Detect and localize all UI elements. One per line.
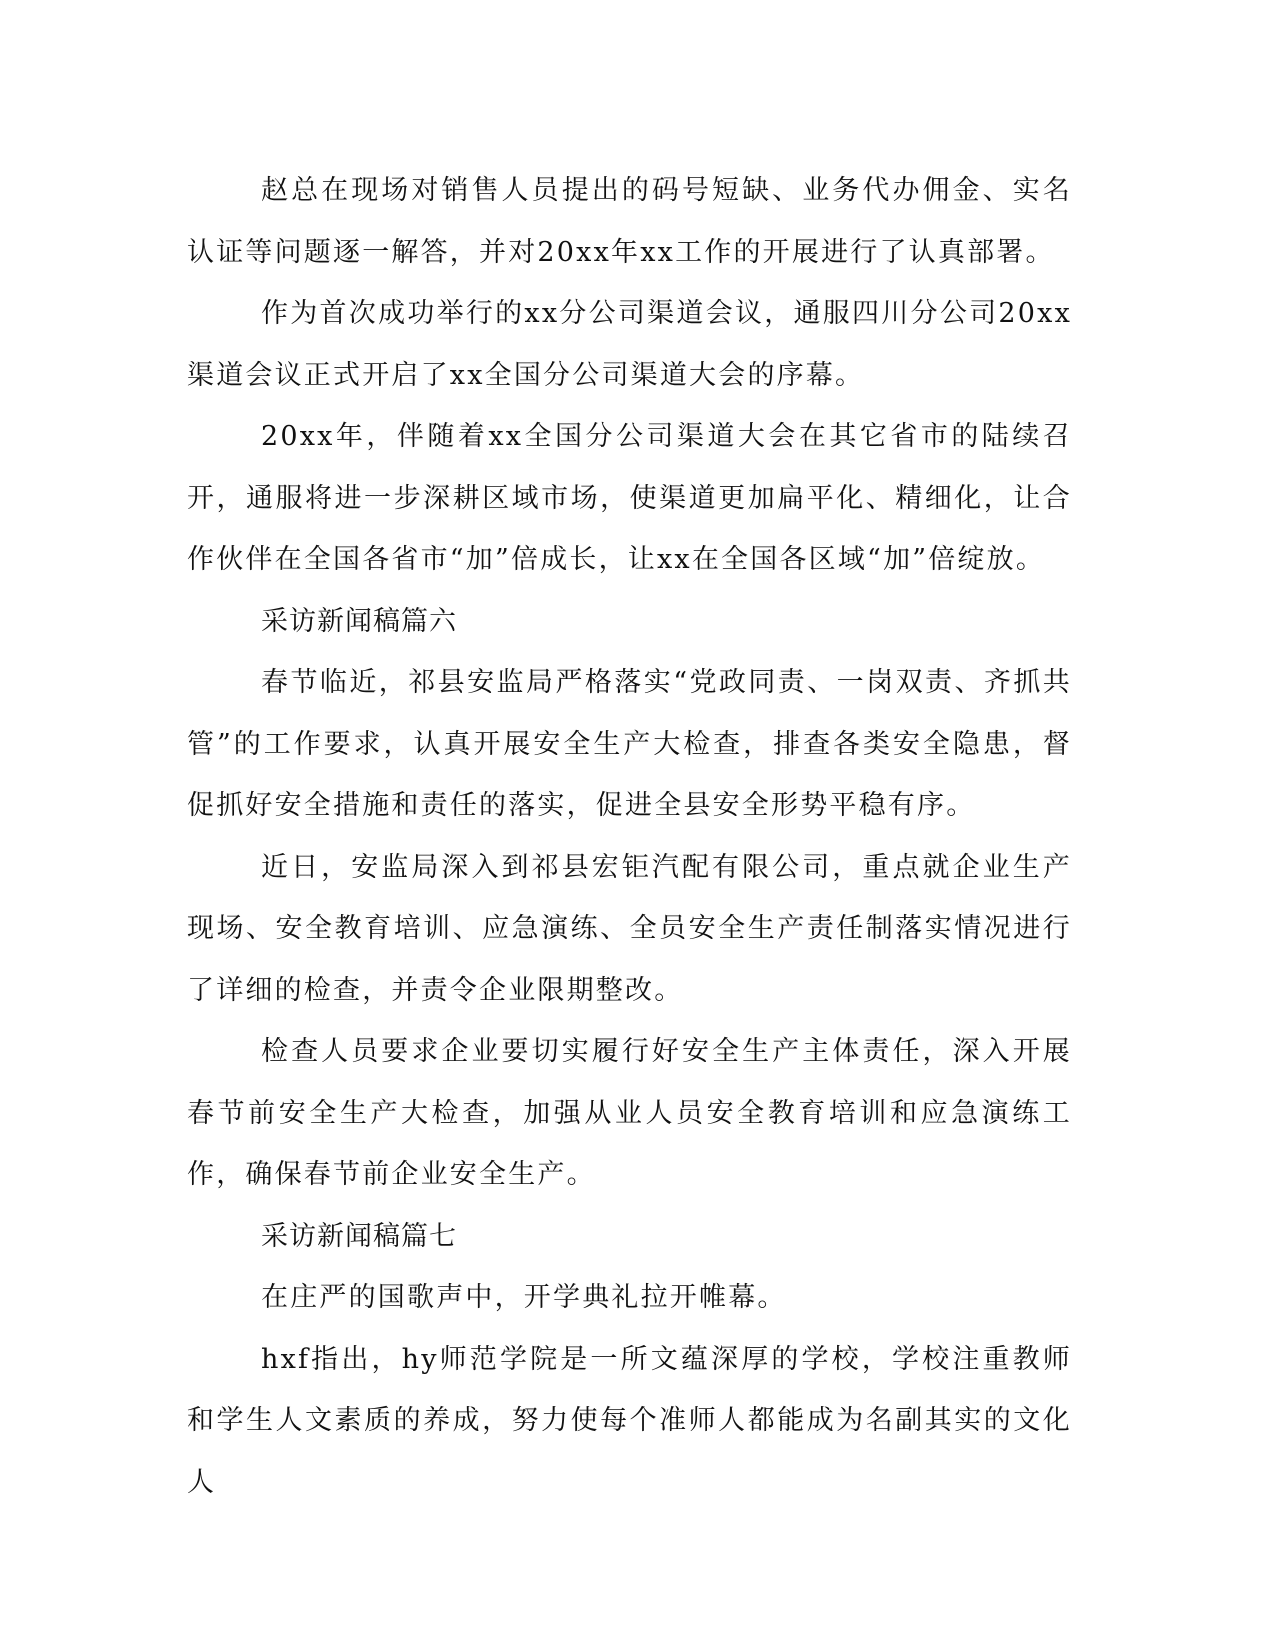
section-heading: 采访新闻稿篇六 [261,605,457,637]
paragraph: 作为首次成功举行的xx分公司渠道会议，通服四川分公司20xx渠道会议正式开启了xx全国分公司渠道大会的序幕。 [187,298,1072,391]
paragraph: 20xx年，伴随着xx全国分公司渠道大会在其它省市的陆续召开，通服将进一步深耕区域市场，使渠道更加扁平化、精细化，让合作伙伴在全国各省市“加”倍成长，让xx在全国各区域“加”倍绽放。 [187,421,1072,575]
paragraph: 检查人员要求企业要切实履行好安全生产主体责任，深入开展春节前安全生产大检查，加强从业人员安全教育培训和应急演练工作，确保春节前企业安全生产。 [187,1036,1072,1190]
paragraph: hxf指出，hy师范学院是一所文蕴深厚的学校，学校注重教师和学生人文素质的养成，努力使每个准师人都能成为名副其实的文化人 [187,1343,1072,1498]
paragraph: 春节临近，祁县安监局严格落实“党政同责、一岗双责、齐抓共管”的工作要求，认真开展安全生产大检查，排查各类安全隐患，督促抓好安全措施和责任的落实，促进全县安全形势平稳有序。 [187,667,1072,821]
paragraph: 赵总在现场对销售人员提出的码号短缺、业务代办佣金、实名认证等问题逐一解答，并对20xx年xx工作的开展进行了认真部署。 [187,175,1072,268]
document-body [187,160,1072,1513]
paragraph: 在庄严的国歌声中，开学典礼拉开帷幕。 [261,1282,787,1313]
paragraph: 近日，安监局深入到祁县宏钜汽配有限公司，重点就企业生产现场、安全教育培训、应急演练、全员安全生产责任制落实情况进行了详细的检查，并责令企业限期整改。 [187,851,1072,1006]
section-heading: 采访新闻稿篇七 [261,1220,457,1252]
